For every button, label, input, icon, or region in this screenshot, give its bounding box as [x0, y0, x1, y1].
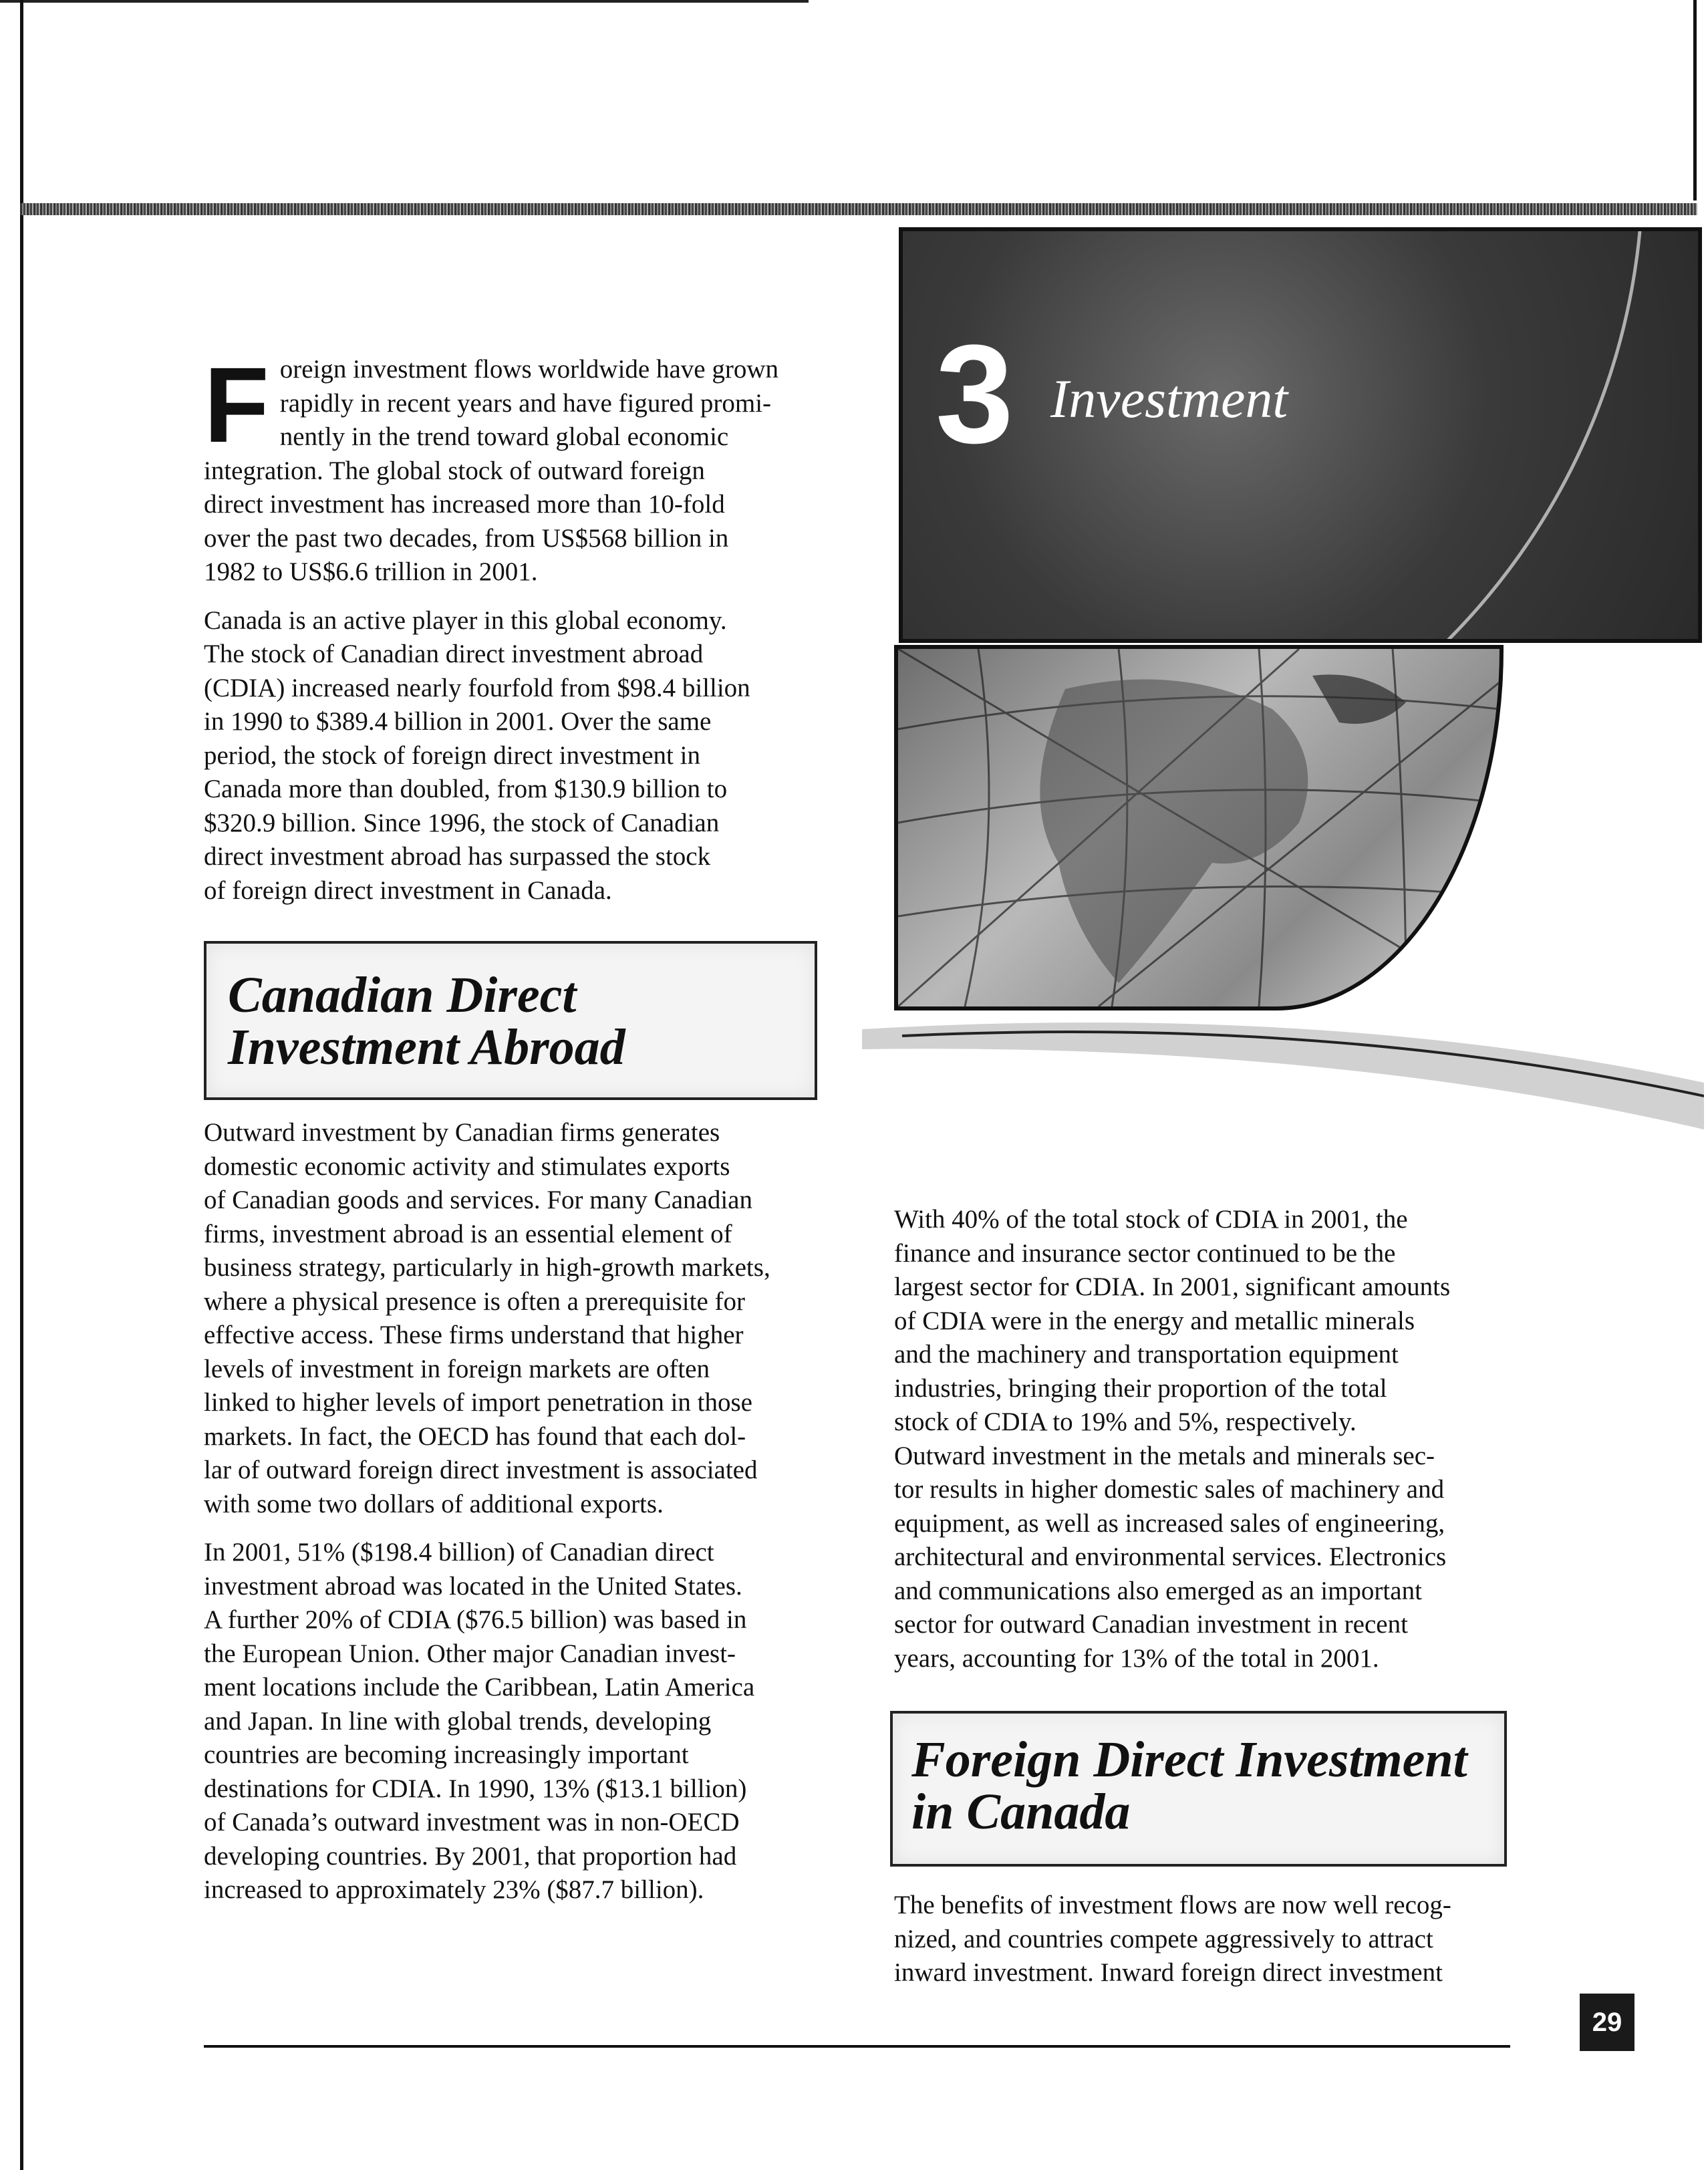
- intro-paragraph-2: Canada is an active player in this global economy. The stock of Canadian direct investment abroad (CDIA) increased nearly fourfold from $98.4 billion in 1990 to $389.4 billion in 2001. Over the same period, the stock of foreign direct investment in Canada more than doubled, from $130.9 billion to $320.9 billion. Since 1996, the stock of Canadian direct investment abroad has surpassed the stock of foreign direct investment in Canada.: [204, 605, 750, 905]
- chapter-title: Investment: [1050, 368, 1288, 429]
- left-margin-line: [20, 0, 23, 2170]
- fdi-column: [894, 1889, 1509, 2005]
- section-heading-cdia: Canadian Direct Investment Abroad: [228, 967, 625, 1075]
- page-number: 29: [1580, 1994, 1634, 2051]
- chapter-number: 3: [936, 315, 1014, 472]
- cdia-column-left: [204, 1116, 819, 1922]
- top-border: [0, 0, 809, 3]
- intro-column: [204, 345, 819, 922]
- map-grid-graphic: [898, 649, 1500, 1006]
- section-heading-box-cdia: [204, 941, 817, 1100]
- cdia-paragraph-1: Outward investment by Canadian firms generates domestic economic activity and stimulates exports of Canadian goods and services. For many Canadian firms, investment abroad is an essential element of business strategy, particularly in high-growth markets, where a physical presence is often a prerequisite for effective access. These firms understand that higher levels of investment in foreign markets are often linked to higher levels of import penetration in those markets. In fact, the OECD has found that each dol- lar of outward foreign direct investment is associated with some two dollars of additional exports.: [204, 1118, 770, 1518]
- intro-paragraph-1: oreign investment flows worldwide have grown rapidly in recent years and have figured promi- nently in the trend toward global economic integration. The global stock of outward foreign direct investment has increased more than 10-fold over the past two decades, from US$568 billion in 1982 to US$6.6 trillion in 2001.: [204, 355, 778, 586]
- header-rule: [20, 203, 1697, 215]
- drop-cap: F: [204, 345, 269, 464]
- fdi-paragraph-1: The benefits of investment flows are now well recog- nized, and countries compete aggressively to attract inward investment. Inward foreign direct investment: [894, 1891, 1451, 1987]
- decorative-swoosh: [862, 1002, 1704, 1129]
- right-margin-line: [1693, 0, 1697, 200]
- cdia-column-right: [894, 1203, 1509, 1690]
- footer-rule: [204, 2045, 1510, 2048]
- globe-map-image: [894, 645, 1504, 1010]
- section-heading-fdi: Foreign Direct Investment in Canada: [911, 1732, 1467, 1840]
- chapter-banner: [899, 227, 1702, 643]
- cdia-paragraph-2: In 2001, 51% ($198.4 billion) of Canadian direct investment abroad was located in the United States. A further 20% of CDIA ($76.5 billion) was based in the European Union. Other major Canadian invest- ment locations include the Caribbean, Latin America and Japan. In line with global trends, developing countries are becoming increasingly important destinations for CDIA. In 1990, 13% ($13.1 billion) of Canada’s outward investment was in non-OECD developing countries. By 2001, that proportion had increased to approximately 23% ($87.7 billion).: [204, 1538, 755, 1904]
- cdia-paragraph-3: With 40% of the total stock of CDIA in 2001, the finance and insurance sector continued to be the largest sector for CDIA. In 2001, significant amounts of CDIA were in the energy and metallic minerals and the machinery and transportation equipment industries, bringing their proportion of the total stock of CDIA to 19% and 5%, respectively. Outward investment in the metals and minerals sec- tor results in higher domestic sales of machinery and equipment, as well as increased sales of engineering, architectural and environmental services. Electronics and communications also emerged as an important sector for outward Canadian investment in recent years, accounting for 13% of the total in 2001.: [894, 1205, 1451, 1673]
- section-heading-box-fdi: [890, 1711, 1507, 1867]
